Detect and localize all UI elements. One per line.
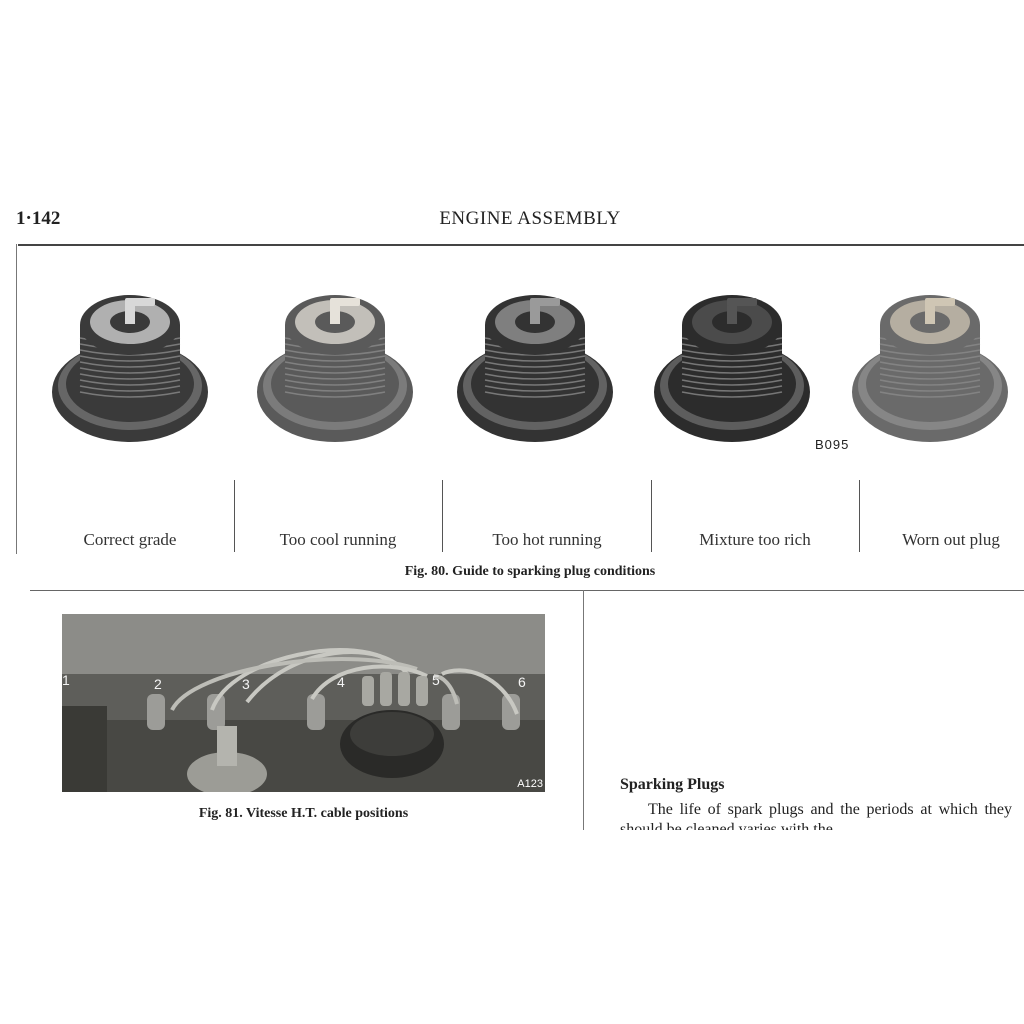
figure-81-code: A123 [517, 778, 543, 790]
cylinder-number: 6 [518, 674, 526, 690]
spark-plug-correct-grade-drawing [50, 280, 210, 450]
page-title: ENGINE ASSEMBLY [439, 208, 621, 229]
cylinder-number: 1 [62, 672, 70, 688]
plug-label-too-rich: Mixture too rich [699, 530, 811, 549]
cylinder-number: 3 [242, 676, 250, 692]
spark-plug-too-cool-drawing [255, 280, 415, 450]
spark-plug-worn-out-drawing [850, 280, 1010, 450]
spark-plug-correct-grade-icon [50, 280, 210, 450]
engine-illustration [62, 614, 545, 792]
section-rule [30, 590, 1024, 591]
cylinder-number: 2 [154, 676, 162, 692]
engine-ht-cable-photo [62, 614, 545, 792]
figure-81-caption: Fig. 81. Vitesse H.T. cable positions [198, 806, 409, 821]
page-crop [0, 830, 1024, 1024]
spark-plug-worn-out-icon [850, 280, 1010, 450]
spark-plug-too-hot-icon [455, 280, 615, 450]
column-divider [583, 590, 584, 830]
section-heading: Sparking Plugs [620, 776, 725, 793]
label-separator [651, 480, 652, 552]
spark-plug-too-rich-drawing [652, 280, 812, 450]
figure-80-code: B095 [815, 437, 850, 452]
plug-label-correct-grade: Correct grade [83, 530, 177, 549]
plug-label-worn-out: Worn out plug [902, 530, 1000, 549]
label-separator [442, 480, 443, 552]
body-text: The life of spark plugs and the periods at which they [648, 801, 1012, 818]
plug-label-too-cool: Too cool running [279, 530, 397, 549]
spark-plug-too-rich-icon [652, 280, 812, 450]
cylinder-number: 5 [432, 672, 440, 688]
header-rule [18, 244, 1024, 246]
page-number: 1·142 [16, 208, 61, 229]
figure-80-border [16, 244, 17, 554]
plug-label-too-hot: Too hot running [492, 530, 602, 549]
figure-80-caption: Fig. 80. Guide to sparking plug conditions [404, 564, 656, 579]
spark-plug-too-cool-icon [255, 280, 415, 450]
spark-plug-too-hot-drawing [455, 280, 615, 450]
cylinder-number: 4 [337, 674, 345, 690]
label-separator [234, 480, 235, 552]
